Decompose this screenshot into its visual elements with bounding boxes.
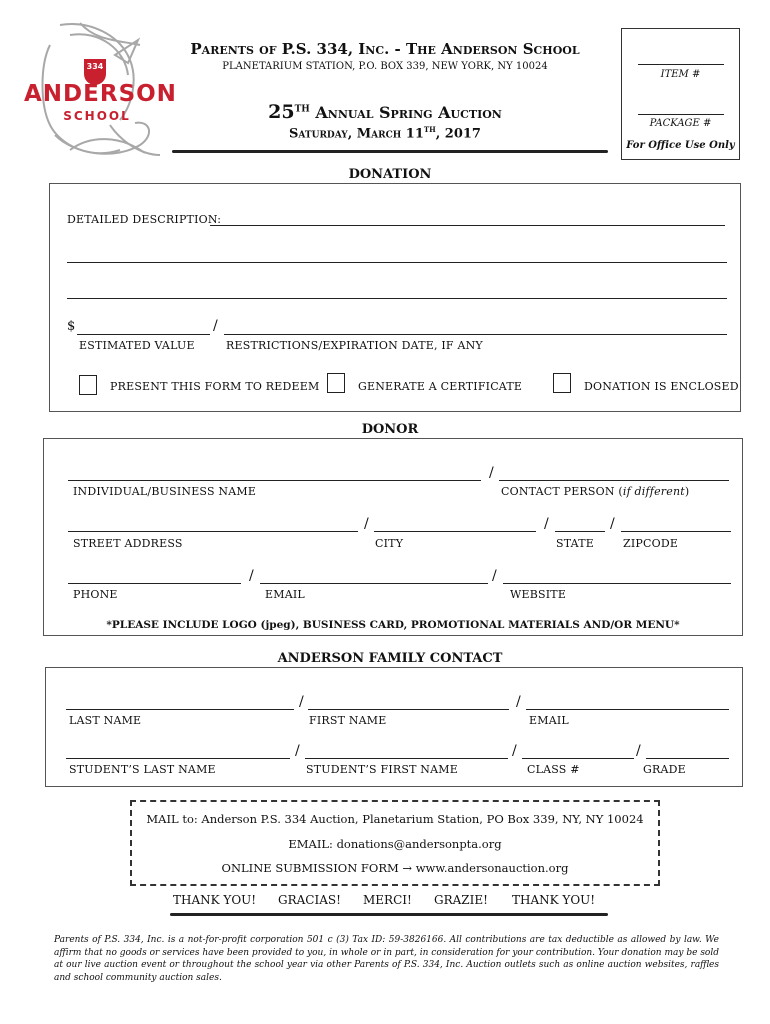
grade-label: GRADE	[643, 763, 686, 776]
thanks-italian: GRAZIE!	[434, 893, 488, 907]
slash: /	[636, 743, 641, 759]
student-first-field[interactable]	[305, 758, 508, 759]
slash: /	[489, 465, 494, 481]
description-field[interactable]	[210, 225, 725, 226]
slash: /	[364, 516, 369, 532]
zip-field[interactable]	[621, 531, 731, 532]
legal-footer: Parents of P.S. 334, Inc. is a not-for-profit corporation 501 c (3) Tax ID: 59-3826166. All contributions are tax deductible as allowed by law. We affirm that no goods or services have been provided to you, in whole or in part, in consideration for your contribution. Your donation may be sold at our live auction event or throughout the school year via other Parents of P.S. 334, Inc. Auction outlets such as online auction websites, raffles and school community auction sales.	[54, 935, 719, 983]
estimated-value-field[interactable]	[77, 334, 210, 335]
org-address: PLANETARIUM STATION, P.O. BOX 339, NEW YORK, NY 10024	[222, 61, 548, 72]
restrictions-label: RESTRICTIONS/EXPIRATION DATE, IF ANY	[226, 339, 483, 352]
website-field[interactable]	[503, 583, 731, 584]
office-note: For Office Use Only	[626, 140, 735, 151]
zip-label: ZIPCODE	[623, 537, 679, 550]
donor-note: *PLEASE INCLUDE LOGO (jpeg), BUSINESS CARD, PROMOTIONAL MATERIALS AND/OR MENU*	[106, 619, 680, 631]
thanks-spanish: GRACIAS!	[278, 893, 341, 907]
slash: /	[213, 318, 218, 334]
event-title: 25TH Annual Spring Auction	[268, 101, 502, 123]
phone-field[interactable]	[68, 583, 241, 584]
donation-section	[49, 183, 741, 412]
description-line-3[interactable]	[67, 298, 727, 299]
slash: /	[249, 568, 254, 584]
donation-heading: DONATION	[348, 167, 432, 182]
logo-text: ANDERSON	[24, 81, 177, 107]
donor-heading: DONOR	[361, 422, 419, 437]
slash: /	[492, 568, 497, 584]
mail-address: MAIL to: Anderson P.S. 334 Auction, Planetarium Station, PO Box 339, NY, NY 10024	[146, 812, 644, 826]
mail-email: EMAIL: donations@andersonpta.org	[288, 837, 502, 851]
family-email-field[interactable]	[526, 709, 729, 710]
package-label: PACKAGE #	[649, 118, 712, 129]
email-field[interactable]	[260, 583, 488, 584]
slash: /	[512, 743, 517, 759]
slash: /	[295, 743, 300, 759]
thanks-english-2: THANK YOU!	[512, 893, 596, 907]
website-label: WEBSITE	[510, 588, 567, 601]
last-name-field[interactable]	[66, 709, 294, 710]
item-field[interactable]	[638, 64, 724, 65]
state-field[interactable]	[555, 531, 605, 532]
mail-box	[130, 800, 660, 886]
restrictions-field[interactable]	[224, 334, 727, 335]
thanks-row	[173, 893, 613, 909]
contact-person-field[interactable]	[499, 480, 729, 481]
donor-section	[43, 438, 743, 636]
description-label: DETAILED DESCRIPTION:	[67, 213, 222, 226]
slash: /	[544, 516, 549, 532]
thanks-english: THANK YOU!	[173, 893, 257, 907]
family-email-label: EMAIL	[529, 714, 569, 727]
logo-subtext: SCHOOL	[63, 109, 131, 123]
slash: /	[516, 694, 521, 710]
class-field[interactable]	[522, 758, 634, 759]
last-name-label: LAST NAME	[69, 714, 142, 727]
description-line-2[interactable]	[67, 262, 727, 263]
slash: /	[610, 516, 615, 532]
student-last-label: STUDENT’S LAST NAME	[69, 763, 216, 776]
header-rule	[172, 150, 608, 153]
first-name-field[interactable]	[308, 709, 509, 710]
thanks-rule	[170, 913, 608, 916]
family-section	[45, 667, 743, 787]
redeem-label: PRESENT THIS FORM TO REDEEM	[110, 380, 320, 393]
enclosed-label: DONATION IS ENCLOSED	[584, 380, 739, 393]
enclosed-checkbox[interactable]	[553, 373, 571, 393]
street-label: STREET ADDRESS	[73, 537, 183, 550]
estimated-value-label: ESTIMATED VALUE	[79, 339, 195, 352]
office-use-box	[621, 28, 740, 160]
business-name-label: INDIVIDUAL/BUSINESS NAME	[73, 485, 257, 498]
thanks-french: MERCI!	[363, 893, 412, 907]
grade-field[interactable]	[646, 758, 729, 759]
redeem-checkbox[interactable]	[79, 375, 97, 395]
certificate-label: GENERATE A CERTIFICATE	[358, 380, 523, 393]
state-label: STATE	[556, 537, 594, 550]
street-field[interactable]	[68, 531, 358, 532]
first-name-label: FIRST NAME	[309, 714, 387, 727]
online-submission: ONLINE SUBMISSION FORM → www.andersonauction.org	[221, 861, 569, 875]
slash: /	[299, 694, 304, 710]
item-label: ITEM #	[660, 69, 701, 80]
email-label: EMAIL	[265, 588, 305, 601]
package-field[interactable]	[638, 114, 724, 115]
student-first-label: STUDENT’S FIRST NAME	[306, 763, 458, 776]
org-name: Parents of P.S. 334, Inc. - The Anderson School	[190, 40, 580, 58]
class-label: CLASS #	[527, 763, 580, 776]
student-last-field[interactable]	[66, 758, 290, 759]
city-label: CITY	[375, 537, 404, 550]
logo-badge: 334	[84, 59, 106, 85]
phone-label: PHONE	[73, 588, 118, 601]
dollar-sign: $	[67, 319, 76, 334]
business-name-field[interactable]	[68, 480, 481, 481]
event-date: Saturday, March 11TH, 2017	[289, 125, 481, 142]
city-field[interactable]	[374, 531, 536, 532]
family-heading: ANDERSON FAMILY CONTACT	[277, 651, 503, 666]
certificate-checkbox[interactable]	[327, 373, 345, 393]
contact-person-label: CONTACT PERSON (if different)	[501, 485, 690, 498]
school-logo	[20, 15, 177, 165]
